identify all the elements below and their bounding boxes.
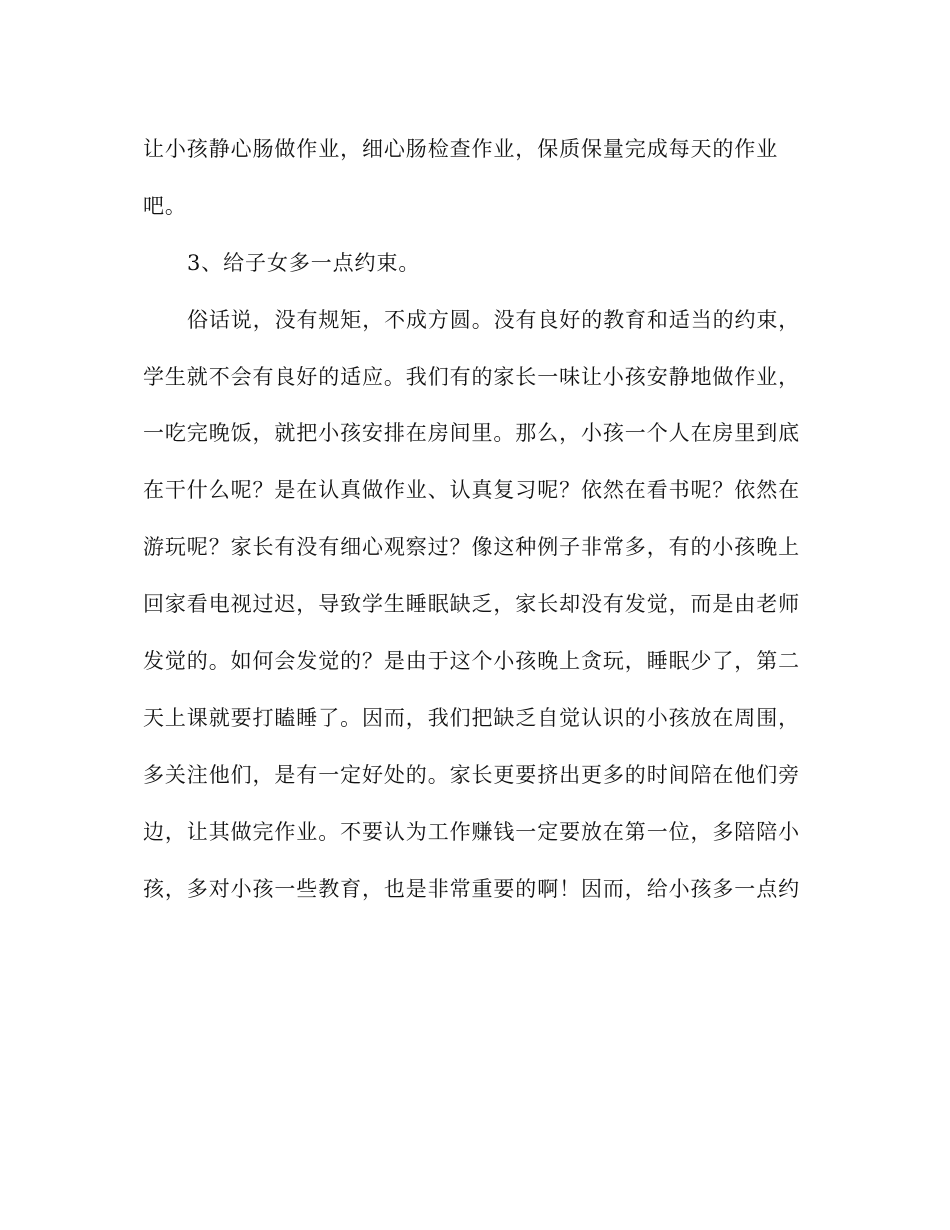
text-line-8: 游玩呢？家长有没有细心观察过？像这种例子非常多，有的小孩晚上 — [143, 535, 800, 560]
text-line-1: 让小孩静心肠做作业，细心肠检查作业，保质保量完成每天的作业 — [143, 137, 779, 161]
text-line-12: 多关注他们，是有一定好处的。家长更要挤出更多的时间陪在他们旁 — [143, 762, 800, 787]
text-line-11: 天上课就要打瞌睡了。因而，我们把缺乏自觉认识的小孩放在周围， — [143, 705, 800, 730]
text-line-9: 回家看电视过迟，导致学生睡眠缺乏，家长却没有发觉，而是由老师 — [143, 592, 800, 617]
text-line-14: 孩，多对小孩一些教育，也是非常重要的啊！因而，给小孩多一点约 — [143, 876, 800, 901]
section-heading-3: 3、给子女多一点约束。 — [187, 250, 421, 275]
paragraph-start: 俗话说，没有规矩，不成方圆。没有良好的教育和适当的约束， — [187, 307, 801, 332]
text-line-10: 发觉的。如何会发觉的？是由于这个小孩晚上贪玩，睡眠少了，第二 — [143, 649, 800, 674]
text-line-6: 一吃完晚饭，就把小孩安排在房间里。那么，小孩一个人在房里到底 — [143, 421, 800, 446]
text-line-7: 在干什么呢？是在认真做作业、认真复习呢？依然在看书呢？依然在 — [143, 478, 800, 503]
document-body-text — [143, 121, 807, 917]
text-line-13: 边，让其做完作业。不要认为工作赚钱一定要放在第一位，多陪陪小 — [143, 819, 800, 844]
text-line-2: 吧。 — [143, 193, 187, 218]
text-line-5: 学生就不会有良好的适应。我们有的家长一味让小孩安静地做作业， — [143, 364, 800, 389]
